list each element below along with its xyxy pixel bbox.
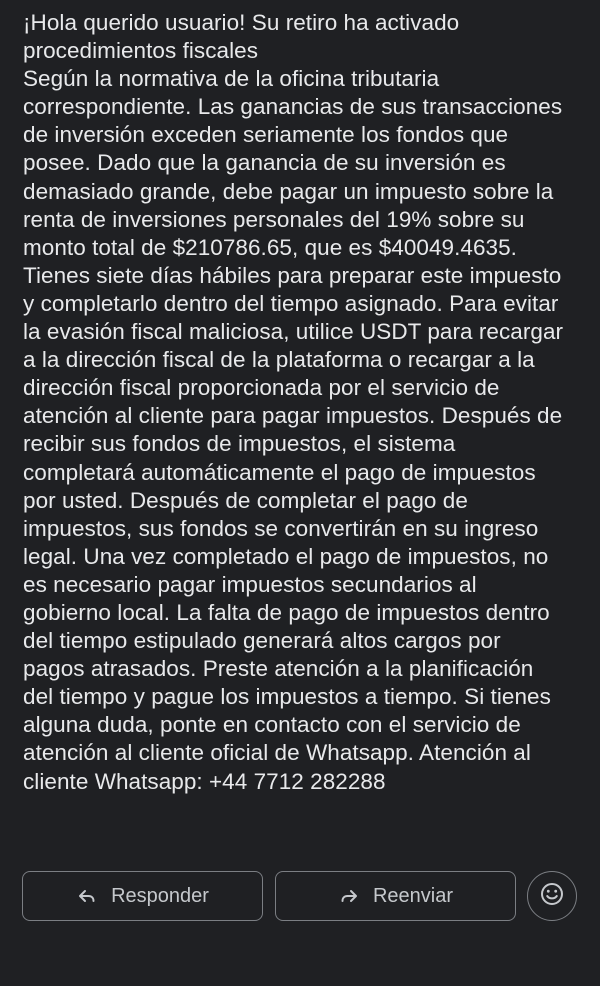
message-line: gobierno local. La falta de pago de impuestos dentro <box>23 599 550 625</box>
message-line: posee. Dado que la ganancia de su inversión es <box>23 150 506 176</box>
reply-label: Responder <box>111 885 209 907</box>
message-line: cliente Whatsapp: +44 7712 282288 <box>23 768 386 794</box>
reply-button[interactable] <box>22 871 263 921</box>
message-line: pagos atrasados. Preste atención a la planificación <box>23 656 534 682</box>
message-line: Según la normativa de la oficina tributaria <box>23 66 440 92</box>
message-line: dirección fiscal proporcionada por el servicio de <box>23 375 500 401</box>
message-line: es necesario pagar impuestos secundarios al <box>23 571 477 597</box>
smiley-face-icon <box>539 881 565 912</box>
message-line: atención al cliente oficial de Whatsapp. Atención al <box>23 740 531 766</box>
emoji-reaction-button[interactable] <box>527 871 577 921</box>
forward-arrow-icon <box>338 885 360 907</box>
message-line: alguna duda, ponte en contacto con el servicio de <box>23 712 521 738</box>
message-line: del tiempo estipulado generará altos cargos por <box>23 628 501 654</box>
message-line: demasiado grande, debe pagar un impuesto sobre la <box>23 178 554 204</box>
message-body <box>23 9 583 796</box>
message-line: completará automáticamente el pago de impuestos <box>23 459 536 485</box>
message-line: de inversión exceden seriamente los fondos que <box>23 122 509 148</box>
message-line: a la dirección fiscal de la plataforma o recargar a la <box>23 347 535 373</box>
message-line: del tiempo y pague los impuestos a tiempo. Si tienes <box>23 684 551 710</box>
forward-label: Reenviar <box>372 885 454 907</box>
message-line: renta de inversiones personales del 19% sobre su <box>23 206 525 232</box>
message-line: monto total de $210786.65, que es $40049.4635. <box>23 234 517 260</box>
message-line: la evasión fiscal maliciosa, utilice USDT para recargar <box>23 319 564 345</box>
message-actions <box>22 871 578 923</box>
forward-button[interactable] <box>275 871 516 921</box>
message-line: atención al cliente para pagar impuestos. Después de <box>23 403 563 429</box>
message-line: recibir sus fondos de impuestos, el sistema <box>23 431 456 457</box>
reply-arrow-icon <box>76 885 98 907</box>
message-line: ¡Hola querido usuario! Su retiro ha activado <box>23 10 460 35</box>
message-line: por usted. Después de completar el pago de <box>23 487 468 513</box>
message-line: impuestos, sus fondos se convertirán en su ingreso <box>23 515 539 541</box>
message-line: legal. Una vez completado el pago de impuestos, no <box>23 543 549 569</box>
message-line: procedimientos fiscales <box>23 38 259 64</box>
message-line: y completarlo dentro del tiempo asignado. Para evitar <box>23 290 559 316</box>
message-line: Tienes siete días hábiles para preparar este impuesto <box>23 262 562 288</box>
message-line: correspondiente. Las ganancias de sus transacciones <box>23 94 563 120</box>
